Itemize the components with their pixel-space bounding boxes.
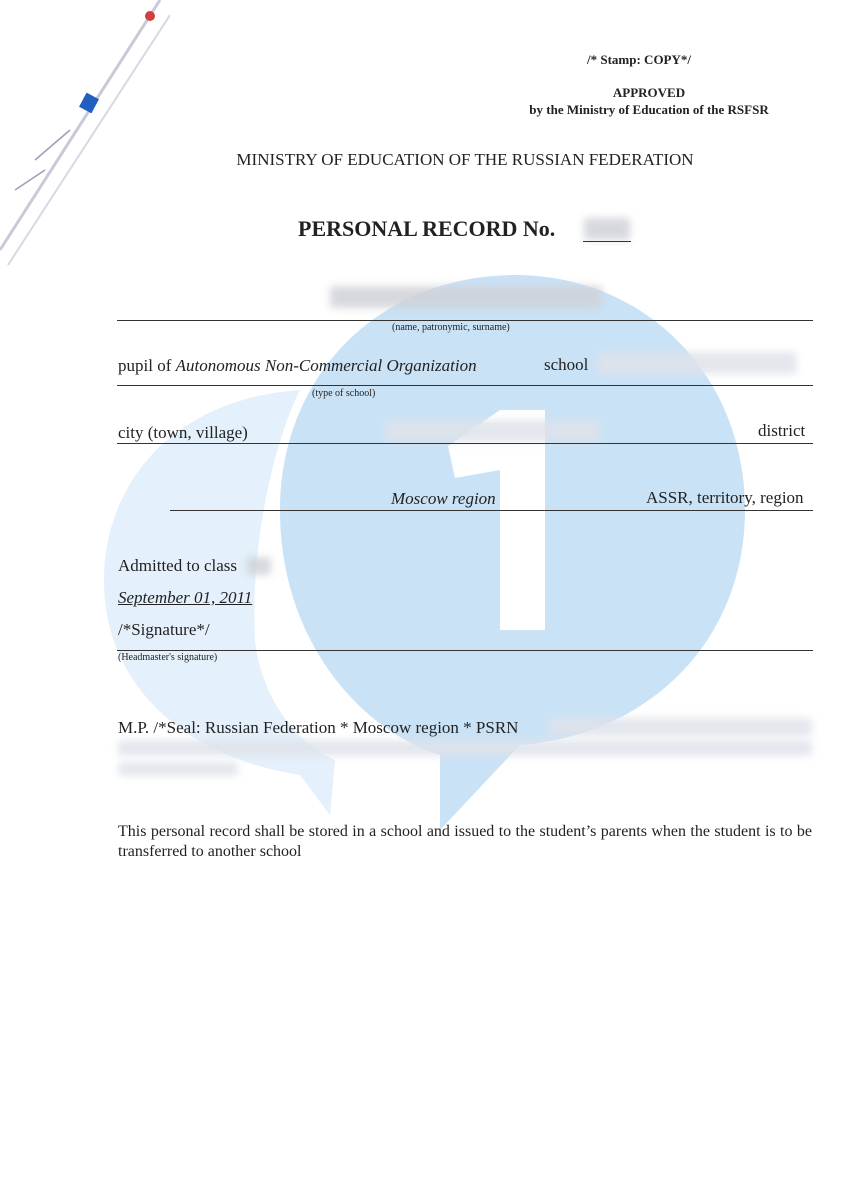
approved-line: APPROVED — [612, 85, 686, 100]
redacted-name — [330, 286, 602, 308]
redacted-psrn — [548, 718, 812, 736]
admission-date: September 01, 2011 — [118, 588, 253, 607]
seal-text: M.P. /*Seal: Russian Federation * Moscow region * PSRN — [118, 718, 519, 737]
record-title: PERSONAL RECORD No. — [298, 216, 556, 241]
signature-placeholder: /*Signature*/ — [118, 620, 210, 639]
corner-stamp-lines — [0, 0, 170, 280]
approval-block — [512, 84, 786, 118]
admitted-label: Admitted to class — [118, 556, 237, 575]
storage-note: This personal record shall be stored in a school and issued to the student’s parents when the student is to be transferred to another school — [118, 823, 812, 860]
district-label: district — [758, 421, 806, 440]
redacted-class — [247, 557, 271, 575]
redacted-city — [384, 420, 600, 442]
region-line — [170, 510, 813, 511]
school-label: school — [544, 355, 589, 374]
pupil-of-label — [118, 356, 477, 376]
record-number-underline — [583, 241, 631, 242]
redacted-record-number — [584, 218, 630, 240]
stamp-copy-note: /* Stamp: COPY*/ — [587, 52, 691, 67]
city-line — [117, 443, 813, 444]
name-caption: (name, patronymic, surname) — [392, 322, 510, 333]
ministry-heading: MINISTRY OF EDUCATION OF THE RUSSIAN FEDERATION — [236, 150, 694, 169]
redacted-seal-line-3 — [118, 762, 238, 776]
signature-line — [117, 650, 813, 651]
school-line — [117, 385, 813, 386]
name-line — [117, 320, 813, 321]
redacted-school-name — [597, 352, 797, 374]
school-type-value: Autonomous Non-Commercial Organization — [175, 356, 477, 375]
approved-by-line: by the Ministry of Education of the RSFSR — [529, 102, 769, 117]
type-of-school-caption: (type of school) — [312, 388, 376, 399]
region-suffix: ASSR, territory, region — [646, 488, 804, 507]
redacted-seal-line-2 — [118, 740, 812, 756]
headmaster-caption: (Headmaster's signature) — [118, 652, 218, 663]
pupil-of-text: pupil of — [118, 356, 172, 375]
city-label: city (town, village) — [118, 423, 248, 442]
region-value: Moscow region — [391, 489, 496, 508]
